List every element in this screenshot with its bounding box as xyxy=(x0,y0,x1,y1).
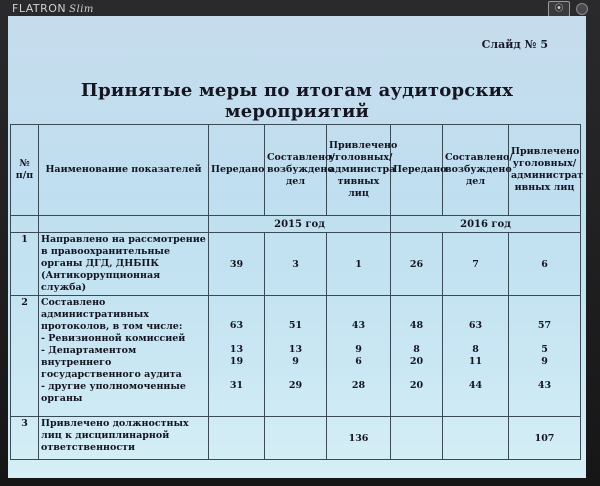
cell-value: 11 xyxy=(468,356,483,367)
header-compiled-2015: Составлено/ возбуждено дел xyxy=(265,125,327,216)
header-transferred-2016: Передано xyxy=(391,125,443,216)
cell-value: 5 xyxy=(541,344,548,355)
header-compiled-2016: Составлено/ возбуждено дел xyxy=(443,125,509,216)
cell-value: 9 xyxy=(355,344,362,355)
cell-value: 57 xyxy=(537,320,552,331)
label-line: административных xyxy=(41,309,149,320)
label-line: Составлено xyxy=(41,297,106,308)
cell-value: 44 xyxy=(468,380,483,391)
cell-value xyxy=(443,417,509,460)
cell-value: 29 xyxy=(288,380,303,391)
header-name: Наименование показателей xyxy=(39,125,209,216)
cell-value: 1 xyxy=(327,233,391,296)
cell-value: 63 xyxy=(229,320,244,331)
cell-value: 13 xyxy=(288,344,303,355)
label-line: - другие уполномоченные xyxy=(41,381,186,392)
cell-value: 51 xyxy=(288,320,303,331)
cell-value: 7 xyxy=(443,233,509,296)
year-spacer-name xyxy=(39,216,209,233)
slide-number: Слайд № 5 xyxy=(481,38,548,51)
slide-title: Принятые меры по итогам аудиторских мероприятий xyxy=(80,80,514,122)
table-row xyxy=(11,417,581,460)
cell-value: 107 xyxy=(509,417,581,460)
row-idx: 1 xyxy=(11,233,39,296)
table-row xyxy=(11,296,581,417)
cell-stack xyxy=(265,296,327,417)
cell-value: 43 xyxy=(351,320,366,331)
label-line: государственного аудита xyxy=(41,369,182,380)
cell-value: 3 xyxy=(265,233,327,296)
monitor-button[interactable]: ⦿ xyxy=(548,1,570,17)
power-icon[interactable] xyxy=(576,3,588,15)
cell-stack xyxy=(391,296,443,417)
cell-value: 136 xyxy=(327,417,391,460)
header-idx: № п/п xyxy=(11,125,39,216)
label-line: протоколов, в том числе: xyxy=(41,321,183,332)
header-row xyxy=(11,125,581,216)
cell-value: 28 xyxy=(351,380,366,391)
cell-value: 48 xyxy=(409,320,424,331)
cell-value: 26 xyxy=(391,233,443,296)
table-row xyxy=(11,233,581,296)
slide-screen xyxy=(8,16,586,478)
cell-value: 8 xyxy=(413,344,420,355)
cell-value: 6 xyxy=(355,356,362,367)
cell-value: 31 xyxy=(229,380,244,391)
year-row xyxy=(11,216,581,233)
measures-table xyxy=(10,124,584,460)
year-spacer-idx xyxy=(11,216,39,233)
cell-value: 19 xyxy=(229,356,244,367)
cell-value: 43 xyxy=(537,380,552,391)
cell-value xyxy=(391,417,443,460)
header-transferred-2015: Передано xyxy=(209,125,265,216)
cell-value: 9 xyxy=(292,356,299,367)
cell-value: 39 xyxy=(209,233,265,296)
cell-stack xyxy=(209,296,265,417)
cell-stack xyxy=(327,296,391,417)
brand-sub: Slim xyxy=(69,4,94,15)
cell-stack xyxy=(509,296,581,417)
cell-value xyxy=(209,417,265,460)
label-line: - Департаментом внутреннего xyxy=(41,345,137,368)
cell-value: 8 xyxy=(472,344,479,355)
brand-name: FLATRON xyxy=(12,2,67,15)
row-label xyxy=(39,296,209,417)
cell-value: 6 xyxy=(509,233,581,296)
cell-value: 9 xyxy=(541,356,548,367)
cell-value: 20 xyxy=(409,380,424,391)
row-label: Привлечено должностных лиц к дисциплинарной ответственности xyxy=(39,417,209,460)
cell-stack xyxy=(443,296,509,417)
row-idx: 3 xyxy=(11,417,39,460)
label-line: - Ревизионной комиссией xyxy=(41,333,186,344)
year-2016: 2016 год xyxy=(391,216,581,233)
label-line: органы xyxy=(41,393,83,404)
cell-value xyxy=(265,417,327,460)
row-label: Направлено на рассмотрение в правоохранительные органы ДГД, ДНБПК (Антикоррупционная служба) xyxy=(39,233,209,296)
row-idx: 2 xyxy=(11,296,39,417)
cell-value: 63 xyxy=(468,320,483,331)
year-2015: 2015 год xyxy=(209,216,391,233)
cell-value: 20 xyxy=(409,356,424,367)
header-attracted-2015: Привлечено уголовных/ администра тивных лиц xyxy=(327,125,391,216)
cell-value: 13 xyxy=(229,344,244,355)
header-attracted-2016: Привлечено уголовных/ администрат ивных лиц xyxy=(509,125,581,216)
